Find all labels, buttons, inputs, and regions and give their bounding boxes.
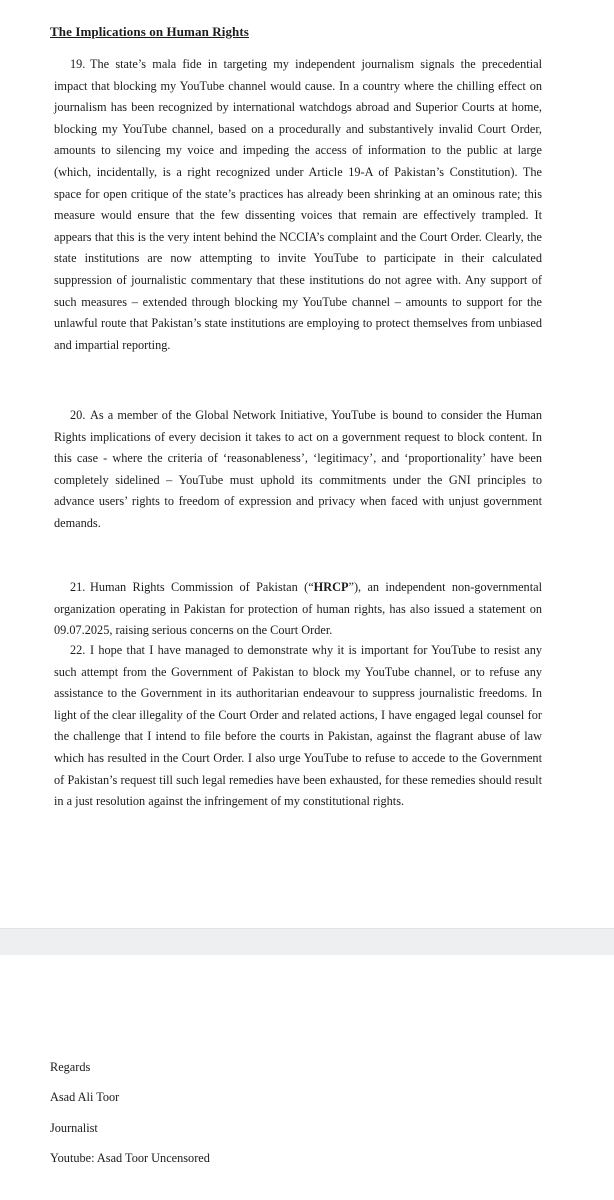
paragraph-number: 20. [70, 408, 86, 422]
closing-regards: Regards [50, 1060, 91, 1074]
paragraph-19 [54, 54, 542, 356]
paragraph-text: As a member of the Global Network Initiative, YouTube is bound to consider the Human Rights implications of every decision it takes to act on a government request to block content. In this case - where the criteria of ‘reasonableness’, ‘legitimacy’, and ‘proportionality’ have been completely sidelined – YouTube must uphold its commitments under the GNI principles to advance users’ rights to freedom of expression and privacy when faced with unjust government demands. [54, 408, 542, 530]
page-break [0, 928, 614, 956]
paragraph-number: 19. [70, 57, 86, 71]
paragraph-number: 22. [70, 643, 86, 657]
section-title: The Implications on Human Rights [50, 24, 249, 39]
paragraph-text-after: ”), an independent non-governmental organization operating in Pakistan for protection of human rights, has also issued a statement on 09.07.2025, raising serious concerns on the Court Order. [54, 580, 542, 638]
paragraph-21 [54, 577, 542, 642]
paragraph-text-before: Human Rights Commission of Pakistan (“ [90, 580, 314, 594]
paragraph-text: I hope that I have managed to demonstrate why it is important for YouTube to resist any such attempt from the Government of Pakistan to block my YouTube channel, or to refuse any assistance to the Government in its authoritarian endeavour to suppress journalistic freedoms. In light of the clear illegality of the Court Order and related actions, I have engaged legal counsel for the challenge that I intend to file before the courts in Pakistan, against the flagrant abuse of law which has resulted in the Court Order. I also urge YouTube to refuse to accede to the Government of Pakistan’s request till such legal remedies have been exhausted, for these remedies should result in a just resolution against the infringement of my constitutional rights. [54, 643, 542, 809]
signatory-name: Asad Ali Toor [50, 1090, 120, 1104]
paragraph-number: 21. [70, 580, 86, 594]
signatory-channel: Youtube: Asad Toor Uncensored [50, 1151, 210, 1165]
hrcp-abbreviation: HRCP [313, 580, 349, 594]
signatory-title: Journalist [50, 1121, 98, 1135]
paragraph-text: The state’s mala fide in targeting my independent journalism signals the precedential impact that blocking my YouTube channel would cause. In a country where the chilling effect on journalism has been recognized by international watchdogs abroad and Superior Courts at home, blocking my YouTube channel, based on a procedurally and substantively invalid Court Order, amounts to silencing my voice and impeding the access of information to the public at large (which, incidentally, is a right recognized under Article 19-A of Pakistan’s Constitution). The space for open critique of the state’s practices has already been shrinking at an ominous rate; this measure would ensure that the few dissenting voices that remain are effectively trampled. It appears that this is the very intent behind the NCCIA’s complaint and the Court Order. Clearly, the state institutions are now attempting to invite YouTube to participate in their calculated suppression of journalistic commentary that these institutions do not agree with. Any support of such measures – extended through blocking my YouTube channel – amounts to support for the unlawful route that Pakistan’s state institutions are employing to protect themselves from unbiased and impartial reporting. [54, 57, 542, 352]
paragraph-22 [54, 640, 542, 813]
paragraph-20 [54, 405, 542, 535]
document-page-2 [0, 955, 614, 1200]
